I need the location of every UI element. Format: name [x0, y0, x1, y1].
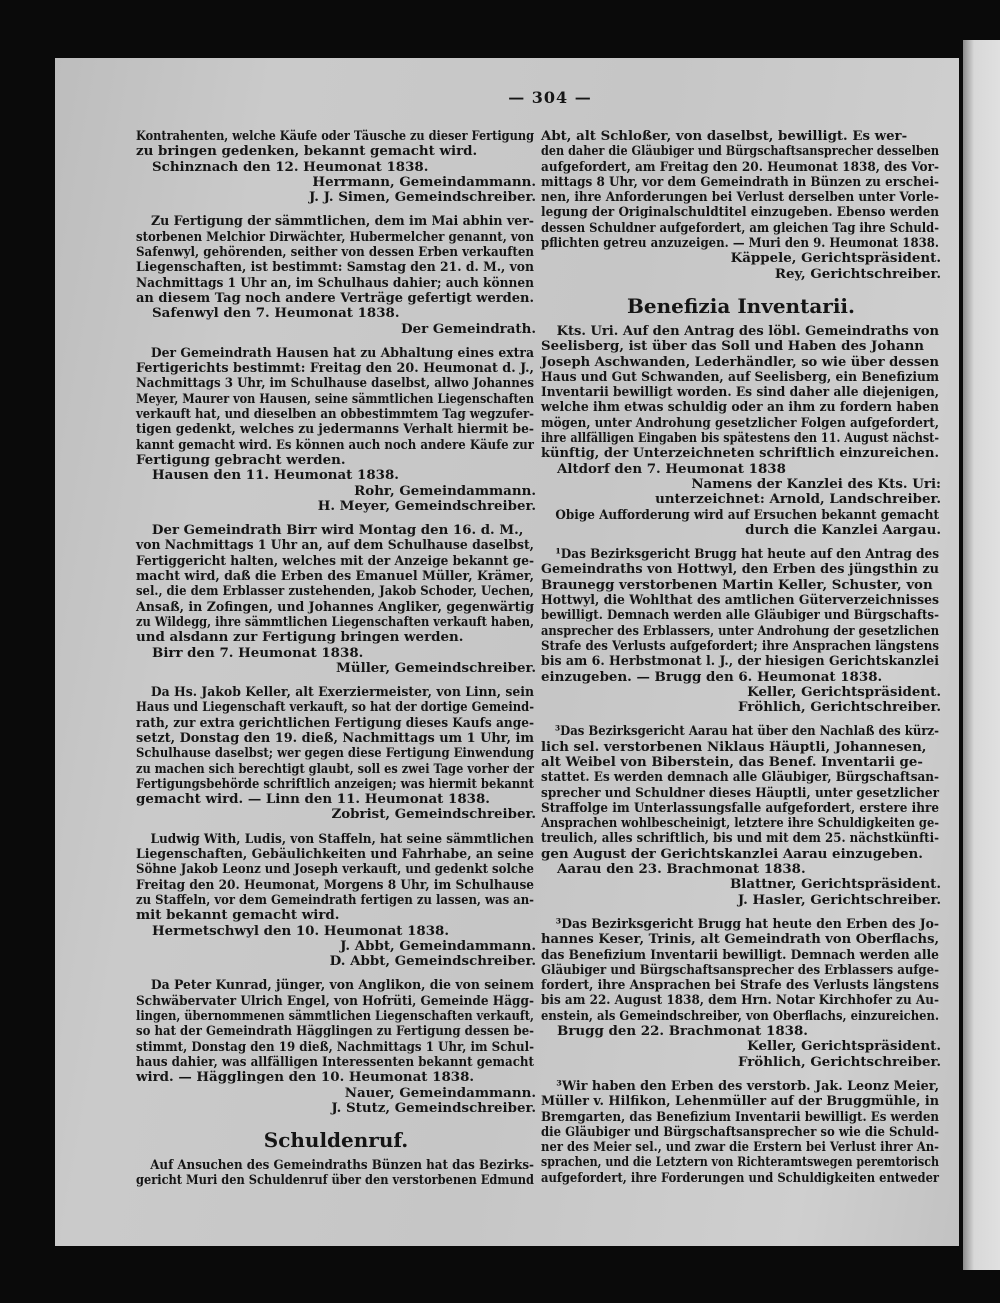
text-line: fordert, ihre Ansprachen bei Strafe des Verlusts längstens — [541, 977, 939, 994]
text-line: Straffolge im Unterlassungsfalle aufgefordert, erstere ihre — [541, 799, 940, 816]
text-line: die Gläubiger und Bürgschaftsansprecher so wie die Schuld- — [541, 1123, 939, 1140]
signature-line: Zobrist, Gemeindschreiber. — [331, 806, 536, 823]
text-line: an diesem Tag noch andere Verträge gefertigt werden. — [136, 289, 535, 306]
text-line: welche ihm etwas schuldig oder an ihm zu fordern haben — [541, 399, 939, 416]
dateline: Hermetschwyl den 10. Heumonat 1838. — [152, 922, 450, 939]
text-line: Da Hs. Jakob Keller, alt Exerziermeister, von Linn, sein — [150, 684, 535, 701]
text-line: sel., die dem Erblasser zustehenden, Jakob Schoder, Uechen, — [136, 583, 534, 600]
notice-paragraph — [136, 346, 536, 468]
text-line: Joseph Aschwanden, Lederhändler, so wie über dessen — [541, 353, 939, 370]
text-line: Liegenschaften, ist bestimmt: Samstag den 21. d. M., von — [136, 259, 535, 276]
text-line: enstein, als Gemeindschreiber, von Oberflachs, einzureichen. — [541, 1007, 939, 1024]
signature-line: Der Gemeindrath. — [401, 320, 536, 337]
text-line: Der Gemeindrath Birr wird Montag den 16. d. M., — [151, 522, 524, 539]
text-line: lich sel. verstorbenen Niklaus Häuptli, Johannesen, — [541, 738, 927, 755]
notice-paragraph — [541, 547, 941, 685]
text-line: verkauft hat, und dieselben an obbestimmtem Tag wegzufer- — [136, 406, 535, 423]
dateline: Brugg den 22. Brachmonat 1838. — [557, 1023, 808, 1040]
notice-paragraph — [541, 724, 941, 862]
text-line: Zu Fertigung der sämmtlichen, dem im Mai abhin ver- — [150, 213, 535, 230]
text-line: Braunegg verstorbenen Martin Keller, Schuster, von — [541, 576, 933, 593]
text-line: Obige Aufforderung wird auf Ersuchen bekannt gemacht — [555, 506, 940, 523]
section-heading: Benefizia Inventarii. — [627, 293, 855, 318]
signature-line: Rohr, Gemeindammann. — [354, 482, 536, 499]
text-line: ³Wir haben den Erben des verstorb. Jak. Leonz Meier, — [556, 1077, 940, 1094]
text-line: Gemeindraths von Hottwyl, den Erben des jüngsthin zu — [541, 561, 939, 578]
notice-paragraph — [136, 129, 536, 160]
signature-line: J. Stutz, Gemeindschreiber. — [331, 1099, 536, 1116]
text-line: ansprecher des Erblassers, unter Androhung der gesetzlichen — [541, 622, 940, 639]
text-line: künftig, der Unterzeichneten schriftlich einzureichen. — [541, 445, 940, 462]
text-line: aufgefordert, ihre Forderungen und Schuldigkeiten entweder — [541, 1169, 939, 1186]
signature-line: Fröhlich, Gerichtschreiber. — [737, 1053, 941, 1070]
signature-line: Herrmann, Gemeindammann. — [312, 173, 536, 190]
dateline: Birr den 7. Heumonat 1838. — [152, 644, 364, 661]
text-line: Freitag den 20. Heumonat, Morgens 8 Uhr, im Schulhause — [136, 876, 535, 893]
text-line: Safenwyl, gehörenden, seither von dessen Erben verkauften — [136, 244, 534, 261]
text-line: Haus und Gut Schwanden, auf Seelisberg, ein Benefizium — [541, 368, 940, 385]
signature-line: Namens der Kanzlei des Kts. Uri: — [691, 475, 941, 492]
signature-line: J. J. Simen, Gemeindschreiber. — [308, 189, 536, 206]
text-line: mögen, unter Androhung gesetzlicher Folgen aufgefordert, — [541, 414, 940, 431]
right-column — [541, 129, 941, 1186]
notice-paragraph — [136, 685, 536, 807]
text-line: Der Gemeindrath Hausen hat zu Abhaltung eines extra — [150, 344, 534, 361]
text-line: zu machen sich berechtigt glaubt, soll es zwei Tage vorher der — [136, 760, 535, 777]
signature-line: Rey, Gerichtschreiber. — [774, 265, 941, 282]
text-line: tigen gedenkt, welches zu jedermanns Verhalt hiermit be- — [136, 421, 534, 438]
text-line: Nachmittags 3 Uhr, im Schulhause daselbst, allwo Johannes — [136, 375, 535, 392]
signature-line: Käppele, Gerichtspräsident. — [730, 250, 941, 267]
signature-line: Keller, Gerichtspräsident. — [747, 683, 941, 700]
notice-paragraph — [541, 508, 941, 523]
text-line: ihre allfälligen Eingaben bis spätestens den 11. August nächst- — [541, 430, 939, 447]
text-line: Ludwig With, Ludis, von Staffeln, hat seine sämmtlichen — [150, 830, 534, 847]
text-line: rath, zur extra gerichtlichen Fertigung dieses Kaufs ange- — [136, 714, 535, 731]
text-line: mit bekannt gemacht wird. — [136, 907, 340, 924]
dateline: Hausen den 11. Heumonat 1838. — [152, 467, 399, 484]
text-line: Da Peter Kunrad, jünger, von Anglikon, die von seinem — [150, 977, 535, 994]
text-line: kannt gemacht wird. Es können auch noch andere Käufe zur — [136, 436, 534, 453]
text-line: storbenen Melchior Dirwächter, Hubermelcher genannt, von — [136, 228, 534, 245]
left-column — [136, 129, 536, 1189]
text-line: das Benefizium Inventarii bewilligt. Demnach werden alle — [541, 946, 939, 963]
text-line: ner des Meier sel., und zwar die Erstern bei Verlust ihrer An- — [541, 1139, 940, 1156]
text-line: dessen Schuldner aufgefordert, am gleichen Tag ihre Schuld- — [541, 219, 939, 236]
text-line: haus dahier, was allfälligen Interessenten bekannt gemacht — [136, 1053, 535, 1070]
signature-line: D. Abbt, Gemeindschreiber. — [329, 953, 536, 970]
section-heading: Schuldenruf. — [263, 1128, 409, 1153]
signature-line: unterzeichnet: Arnold, Landschreiber. — [655, 491, 941, 508]
text-line: Kontrahenten, welche Käufe oder Täusche zu dieser Fertigung — [136, 128, 535, 144]
notice-paragraph — [136, 1158, 536, 1189]
text-line: von Nachmittags 1 Uhr an, auf dem Schulhause daselbst, — [136, 537, 534, 554]
text-line: Seelisberg, ist über das Soll und Haben des Johann — [541, 338, 924, 355]
text-line: bis am 6. Herbstmonat l. J., der hiesigen Gerichtskanzlei — [541, 653, 940, 670]
text-line: zu Staffeln, vor dem Gemeindrath fertigen zu lassen, was an- — [136, 891, 535, 908]
signature-line: durch die Kanzlei Aargau. — [745, 521, 941, 538]
text-line: Schwäbervater Ulrich Engel, von Hofrüti, Gemeinde Hägg- — [136, 992, 534, 1009]
notice-paragraph — [541, 1079, 941, 1186]
text-line: Söhne Jakob Leonz und Joseph verkauft, und gedenkt solche — [136, 861, 534, 878]
text-line: Abt, alt Schloßer, von daselbst, bewilligt. Es wer- — [541, 128, 908, 144]
dateline: Schinznach den 12. Heumonat 1838. — [152, 158, 429, 175]
notice-paragraph — [136, 523, 536, 645]
text-line: ³Das Bezirksgericht Brugg hat heute den Erben des Jo- — [555, 915, 939, 932]
text-line: alt Weibel von Biberstein, das Benef. Inventarii ge- — [541, 753, 923, 770]
text-line: ¹Das Bezirksgericht Brugg hat heute auf den Antrag des — [555, 546, 940, 563]
text-line: legung der Originalschuldtitel einzugeben. Ebenso werden — [541, 204, 940, 221]
text-line: wird. — Hägglingen den 10. Heumonat 1838. — [136, 1069, 475, 1086]
signature-line: J. Abbt, Gemeindammann. — [340, 937, 536, 954]
notice-paragraph — [136, 978, 536, 1085]
text-line: Ansaß, in Zofingen, und Johannes Angliker, gegenwärtig — [136, 598, 534, 615]
text-line: setzt, Donstag den 19. dieß, Nachmittags um 1 Uhr, im — [136, 729, 534, 746]
text-line: Nachmittags 1 Uhr an, im Schulhaus dahier; auch können — [136, 274, 534, 291]
text-line: aufgefordert, am Freitag den 20. Heumonat 1838, des Vor- — [541, 158, 939, 175]
text-line: Müller v. Hilfikon, Lehenmüller auf der Bruggmühle, in — [541, 1093, 940, 1110]
text-line: Hottwyl, die Wohlthat des amtlichen Güterverzeichnisses — [541, 592, 939, 609]
notice-paragraph — [136, 214, 536, 306]
text-line: Haus und Liegenschaft verkauft, so hat der dortige Gemeind- — [136, 699, 534, 716]
text-line: zu Wildegg, ihre sämmtlichen Liegenschaften verkauft haben, — [136, 613, 535, 630]
text-line: Liegenschaften, Gebäulichkeiten und Fahrhabe, an seine — [136, 846, 534, 863]
text-line: sprachen, und die Letztern von Richteramtswegen peremtorisch — [541, 1154, 939, 1171]
text-line: nen, ihre Anforderungen bei Verlust derselben unter Vorle- — [541, 189, 939, 206]
text-line: gemacht wird. — Linn den 11. Heumonat 1838. — [136, 791, 490, 808]
text-line: und alsdann zur Fertigung bringen werden. — [136, 629, 464, 646]
text-line: macht wird, daß die Erben des Emanuel Müller, Krämer, — [136, 568, 535, 585]
dateline: Altdorf den 7. Heumonat 1838 — [557, 460, 786, 477]
notice-paragraph — [541, 324, 941, 462]
signature-line: Blattner, Gerichtspräsident. — [729, 876, 941, 893]
notice-paragraph — [541, 917, 941, 1024]
text-line: einzugeben. — Brugg den 6. Heumonat 1838. — [541, 668, 883, 685]
text-line: Fertigung gebracht werden. — [136, 451, 346, 468]
text-line: Bremgarten, das Benefizium Inventarii bewilligt. Es werden — [541, 1108, 939, 1125]
signature-line: Keller, Gerichtspräsident. — [747, 1038, 941, 1055]
page-number: — 304 — — [508, 88, 592, 107]
text-line: gericht Muri den Schuldenruf über den verstorbenen Edmund — [136, 1172, 534, 1189]
text-line: Strafe des Verlusts aufgefordert; ihre Ansprachen längstens — [541, 637, 939, 654]
text-line: mittags 8 Uhr, vor dem Gemeindrath in Bünzen zu erschei- — [541, 173, 940, 190]
text-line: Auf Ansuchen des Gemeindraths Bünzen hat das Bezirks- — [150, 1157, 534, 1174]
text-line: Fertigungsbehörde schriftlich anzeigen; was hiermit bekannt — [136, 775, 534, 792]
text-line: treulich, alles schriftlich, bis und mit dem 25. nächstkünfti- — [541, 830, 939, 847]
text-line: gen August der Gerichtskanzlei Aarau einzugeben. — [541, 845, 923, 862]
adjacent-page-edge — [963, 40, 1000, 1270]
signature-line: H. Meyer, Gemeindschreiber. — [317, 497, 536, 514]
text-line: zu bringen gedenken, bekannt gemacht wird. — [136, 143, 478, 160]
signature-line: J. Hasler, Gerichtschreiber. — [737, 891, 941, 908]
text-line: hannes Keser, Trinis, alt Gemeindrath von Oberflachs, — [541, 931, 940, 948]
notice-paragraph — [136, 832, 536, 924]
text-line: Ansprachen wohlbescheinigt, letztere ihre Schuldigkeiten ge- — [541, 815, 940, 832]
text-line: Fertigerichts bestimmt: Freitag den 20. Heumonat d. J., — [136, 360, 535, 377]
text-line: Inventarii bewilligt worden. Es sind daher alle diejenigen, — [541, 384, 939, 401]
signature-line: Fröhlich, Gerichtschreiber. — [737, 699, 941, 716]
dateline: Aarau den 23. Brachmonat 1838. — [557, 861, 806, 878]
text-line: so hat der Gemeindrath Hägglingen zu Fertigung dessen be- — [136, 1023, 535, 1040]
text-line: Kts. Uri. Auf den Antrag des löbl. Gemeindraths von — [556, 322, 939, 339]
text-line: Schulhause daselbst; wer gegen diese Fertigung Einwendung — [136, 745, 535, 762]
text-line: Gläubiger und Bürgschaftsansprecher des Erblassers aufge- — [541, 961, 939, 978]
text-line: bewilligt. Demnach werden alle Gläubiger und Bürgschafts- — [541, 607, 939, 624]
text-line: Fertiggericht halten, welches mit der Anzeige bekannt ge- — [136, 552, 534, 569]
text-line: lingen, übernommenen sämmtlichen Liegenschaften verkauft, — [136, 1008, 535, 1025]
text-line: bis am 22. August 1838, dem Hrn. Notar Kirchhofer zu Au- — [541, 992, 939, 1009]
text-line: Meyer, Maurer von Hausen, seine sämmtlichen Liegenschaften — [136, 390, 535, 407]
text-line: pflichten getreu anzuzeigen. — Muri den 9. Heumonat 1838. — [541, 235, 940, 252]
text-line: stimmt, Donstag den 19 dieß, Nachmittags 1 Uhr, im Schul- — [136, 1038, 534, 1055]
text-line: ³Das Bezirksgericht Aarau hat über den Nachlaß des kürz- — [554, 723, 939, 740]
signature-line: Müller, Gemeindschreiber. — [336, 659, 536, 676]
text-line: sprecher und Schuldner dieses Häuptli, unter gesetzlicher — [541, 784, 940, 801]
dateline: Safenwyl den 7. Heumonat 1838. — [152, 305, 400, 322]
text-line: den daher die Gläubiger und Bürgschaftsansprecher desselben — [541, 143, 940, 160]
notice-paragraph — [541, 129, 941, 251]
signature-line: Nauer, Gemeindammann. — [344, 1084, 536, 1101]
text-line: stattet. Es werden demnach alle Gläubiger, Bürgschaftsan- — [541, 769, 939, 786]
